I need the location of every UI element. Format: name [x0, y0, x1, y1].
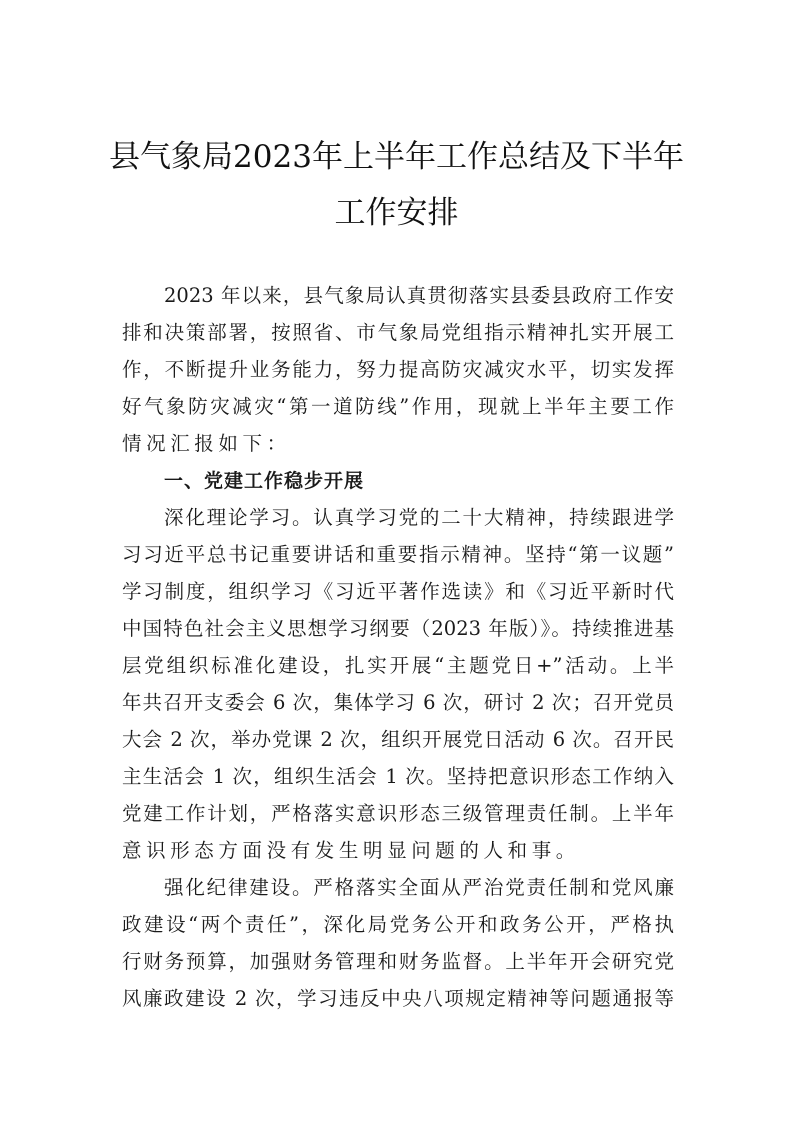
paragraph-study-line: 年共召开支委会 6 次，集体学习 6 次，研讨 2 次；召开党员: [122, 691, 674, 714]
document-title-line-1: 县气象局2023年上半年工作总结及下半年: [109, 139, 684, 175]
paragraph-discipline-line: 政建设“两个责任”，深化局党务公开和政务公开，严格执: [122, 913, 674, 936]
paragraph-study-line: 层党组织标准化建设，扎实开展“主题党日+”活动。上半: [122, 654, 674, 677]
document-title-line-2: 工作安排: [334, 195, 459, 231]
paragraph-discipline-line: 强化纪律建设。严格落实全面从严治党责任制和党风廉: [164, 876, 674, 899]
paragraph-study-line: 习习近平总书记重要讲话和重要指示精神。坚持“第一议题”: [122, 543, 674, 566]
paragraph-discipline-line: 行财务预算，加强财务管理和财务监督。上半年开会研究党: [122, 950, 674, 973]
paragraph-study-line: 学习制度，组织学习《习近平著作选读》和《习近平新时代: [122, 580, 674, 603]
paragraph-discipline-line: 风廉政建设 2 次，学习违反中央八项规定精神等问题通报等: [122, 987, 674, 1010]
paragraph-study-line: 意识形态方面没有发生明显问题的人和事。: [122, 839, 580, 862]
paragraph-study-line: 深化理论学习。认真学习党的二十大精神，持续跟进学: [164, 506, 674, 529]
paragraph-intro-line: 好气象防灾减灾“第一道防线”作用，现就上半年主要工作: [122, 395, 674, 418]
paragraph-intro-line: 作，不断提升业务能力，努力提高防灾减灾水平，切实发挥: [122, 358, 674, 381]
paragraph-intro-line: 情况汇报如下：: [122, 432, 291, 455]
paragraph-study-line: 主生活会 1 次，组织生活会 1 次。坚持把意识形态工作纳入: [122, 765, 674, 788]
paragraph-study-line: 党建工作计划，严格落实意识形态三级管理责任制。上半年: [122, 802, 674, 825]
paragraph-intro-line: 2023 年以来，县气象局认真贯彻落实县委县政府工作安: [164, 284, 674, 307]
section-heading-1: 一、党建工作稳步开展: [164, 470, 365, 492]
paragraph-intro-line: 排和决策部署，按照省、市气象局党组指示精神扎实开展工: [122, 321, 674, 344]
paragraph-study-line: 中国特色社会主义思想学习纲要（2023 年版）》。持续推进基: [122, 617, 674, 640]
paragraph-study-line: 大会 2 次，举办党课 2 次，组织开展党日活动 6 次。召开民: [122, 728, 674, 751]
